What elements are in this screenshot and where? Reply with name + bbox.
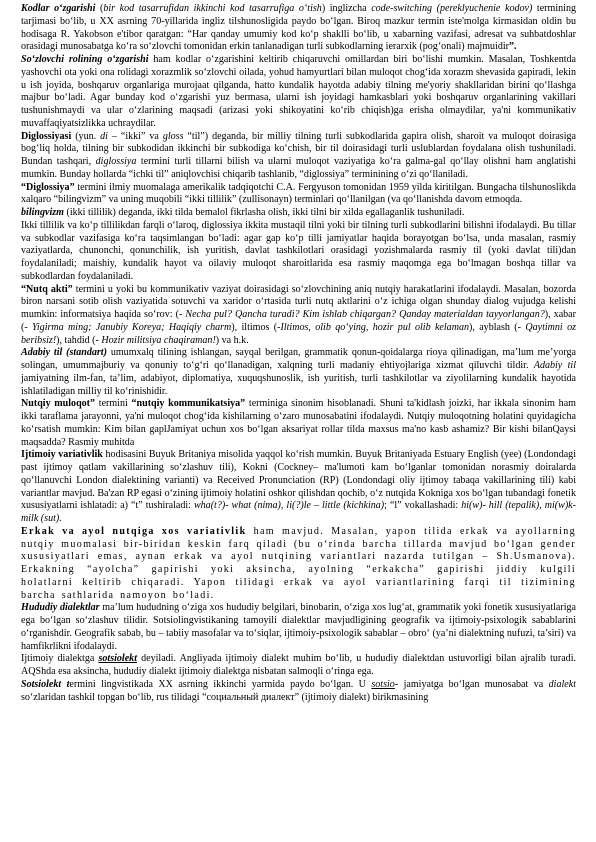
text-run: Ijtimoiy dialektga xyxy=(21,653,99,665)
paragraph-code-switching xyxy=(21,3,576,54)
paragraph-sociolect xyxy=(21,653,576,679)
text-run: hodisasini Buyuk Britaniya misolida yaqqol ko‘rish mumkin. Buyuk Britaniyada Estuary English (yee) (Londondagi past ijtimoy qatlam vakillarining so‘zlashuv tili), Kokni (Cockney– ma'lumoti kam bo‘lganlar tomonidan norasmiy doiralarda qo‘llanuvchi London dialektining varianti) va Received Pronunciation (RP) (Londondagi oliy ijtimoy tabaqa vakillarining tili) kabi variantlar mavjud. Ba'zan RP egasi o‘zining ijtimoiy holatini oshkor qilishdan qochib, o‘z nutqida Kokniga xos bo‘lgan tubandagi fonetik xususiyatlarni ishlatadi: a) “t” tushiraladi: xyxy=(21,449,576,512)
text-run: Diglossiyasi xyxy=(21,130,72,142)
text-run: ”. xyxy=(508,41,517,53)
text-run: so‘zlaridan tashkil topgan bo‘lib, rus tilidagi “социальный диалект” (ijtimoiy dialekt) birikmasining xyxy=(21,691,429,703)
text-run: code-switching (pereklyuchenie kodov) xyxy=(371,3,533,14)
text-run: sotsio xyxy=(371,678,395,690)
text-run: bilingvizm xyxy=(21,207,64,218)
text-run: ( xyxy=(95,3,104,14)
text-run: ham kodlar o‘zgarishini keltirib chiqaruvchi omillardan biri bo‘lishi mumkin. Masalan, Toshkentda yashovchi ota yoki ona rolidagi xorazmlik so‘zlovchi oilada, yohud hamyurtlari bilan muloqot chog‘ida xorazm shevasida gapiradi, lekin u ish joyida, boshqaruv organlariga murojaat qilganda, hatto kundalik hayotda adabiy tilning me'yoriy shakllaridan birini qo‘llashga majbur bo‘ladi. Agar bunday kod o‘zgarishi yuz bermasa, ularni ish joyidagi hamkasblari yoki boshqaruv organlarining vakillari tushunishmaydi va ular o‘zlarining maqsadi (arizasi yoki shikoyatini ko‘rib chiqish)ga erisha olmaydilar, ya'ni kommunikativ muvaffaqiyatsizlikka uchraydilar. xyxy=(21,54,576,129)
text-run: ), ayblash (- xyxy=(469,321,526,333)
text-run: Kodlar o‘zgarishi xyxy=(21,3,96,14)
text-run: Hududiy dialektlar xyxy=(21,602,100,614)
paragraph-bilingualism xyxy=(21,207,576,220)
paragraph-social-variation xyxy=(21,449,576,526)
text-run: jamiyatning ilm-fan, ta’lim, adabiyot, diplomatiya, xuquqshunoslik, ish yuritish, turli tashkilotlar va ziyolilarning kundalik hayotida ishlatiladigan milliy til ko‘rinishidir. xyxy=(21,372,576,397)
text-run: (ikki tillilik) deganda, ikki tilda bemalol fikrlasha olish, ikki tilni bir xilda egallaganlik tushuniladi. xyxy=(63,207,465,218)
paragraph-multilingual-distribution xyxy=(21,220,576,284)
text-run: Yigirma ming; Janubiy Koreya; Haqiqiy charm xyxy=(32,321,232,333)
text-run: ) inglizcha xyxy=(321,3,372,14)
text-run: di xyxy=(100,130,108,142)
text-run: termini u yoki bu kommunikativ vaziyat doirasidagi so‘zlovchining aniq nutqiy harakatlarini ifodalaydi. Masalan, bozorda biron narsani sotib olish vaziyatida sotuvchi va xaridor o‘rtasida turli nutq aktlarini o‘z ichiga olgan shunday dialog vujudga kelishi mumkin: informatsiya haqida so‘rov: (- xyxy=(21,283,576,320)
text-run: hi(w)- hill (tepalik), mi(w)k- milk (sut). xyxy=(21,500,576,524)
text-run: Nutqiy muloqot” xyxy=(21,398,96,410)
text-run: ; “l” vokallashadi: xyxy=(384,500,462,512)
paragraph-speech-act xyxy=(21,284,576,348)
paragraph-diglossia-history xyxy=(21,182,576,208)
paragraph-diglossia-definition xyxy=(21,131,576,182)
text-run: Hozir militsiya chaqiraman! xyxy=(101,334,216,346)
text-run: “nutqiy kommunikatsiya” xyxy=(131,398,246,410)
text-run: termini turli tillarni bilish va ularni muloqot vaziyatiga ko‘ra galma-gal qo‘llay olishni ham anglatishi mumkin. Bunday hollarda “ichki til” aniqlovchisi chiqarib tashlanib, “diglossiya” terminining o‘zi qo‘llaniladi. xyxy=(21,156,576,180)
paragraph-sociolect-term xyxy=(21,679,576,705)
text-run: Adabiy til xyxy=(533,360,576,371)
text-run: - jamiyatga bo‘lgan munosabat va xyxy=(394,678,549,690)
text-run: ) va h.k. xyxy=(215,334,249,346)
text-run: Adabiy til (standart) xyxy=(21,347,107,359)
text-run: ), tahdid (- xyxy=(56,334,102,346)
text-run: (yun. xyxy=(71,130,101,142)
text-run: termini ilmiy muomalaga amerikalik tadqiqotchi C.A. Fergyuson tomonidan 1959 yilda kiritilgan. Bungacha tilshunoslikda xalqaro “bilingvizm” va uning muqobili “ikki tillilik” (zullisonayn) terminlari qo‘llanilgan (va qo‘llanishda davom etmoqda. xyxy=(21,181,576,206)
text-run: umumxalq tilining ishlangan, sayqal berilgan, grammatik qonun-qoidalarga rioya qilinadigan, ma’lum me’yorga solingan, umummajburiy va qonuniy to‘g‘ri qo‘llanadigan, xalqning turli madaniy ehtiyojlariga xizmat qiluvchi tildir. xyxy=(21,347,576,371)
text-run: ma’lum hududning o‘ziga xos hududiy belgilari, binobarin, o‘ziga xos lug‘at, grammatik yoki fonetik xususiyatlariga ega bo‘lgan so‘zlashuv tilidir. Sotsiolingvistikaning tamoyili dialektlar mavjudligining geografik va ijtimoiy-psixologik sabablarini o‘rganishdir. Geografik sabab, bu – tabiiy masofalar va to‘siqlar, ijtimoiy-psixologik sabablar – obro‘ (ya’ni dialektning nufuzi, ta’siri) va hamfikrlikni ifodalaydi. xyxy=(21,602,576,652)
text-run: gloss xyxy=(162,130,184,142)
paragraph-speaker-role-change xyxy=(21,54,576,131)
text-run: – “ikki” va xyxy=(107,130,163,142)
text-run: -Iltimos, olib qo‘ying, hozir pul olib kelaman xyxy=(277,321,470,333)
text-run: sotsiolekt xyxy=(98,653,137,665)
text-run: deyiladi. Angliyada ijtimoiy dialekt muhim bo‘lib, u hududiy dialektdan ustuvorligi bilan ajralib turadi. AQShda esa aksincha, hududiy dialekt ijtimoiy dialektga nisbatan salmoqli o‘ringa ega. xyxy=(21,653,577,677)
text-run: Erkak va ayol nutqiga xos variativlik xyxy=(21,525,247,537)
text-run: So‘zlovchi rolining o‘zgarishi xyxy=(21,54,149,65)
paragraph-literary-language xyxy=(21,347,576,398)
text-run: ham mavjud. Masalan, yapon tilida erkak va ayollarning nutqiy muomalasi bir-biridan keskin farq qiladi (bu o‘rinda barcha tillarda mavjud bo‘lgan gender xususiyatlari emas, aynan erkak va ayol nutqining variantlari nazarda tutilgan – Sh.Usmanova). Erkakning “ayolcha” gapirishi yoki aksincha, ayolning “erkakcha” gapirishi jiddiy kulgili holatlarni keltirib chiqaradi. Yapon tilidagi erkak va ayol variantlarining farqi til tizimining barcha sathlarida namoyon bo‘ladi. xyxy=(21,525,576,601)
text-run: Sotsiolekt t xyxy=(21,678,70,690)
text-run: termini xyxy=(95,398,132,410)
text-run: ), iltimos ( xyxy=(231,321,278,333)
text-run: ermini lingvistikada XX asrning ikkinchi yarmida paydo bo‘lgan. U xyxy=(69,678,372,690)
text-run: “Nutq akti” xyxy=(21,283,73,295)
text-run: “Diglossiya” xyxy=(21,181,75,193)
text-run: diglossiya xyxy=(95,156,137,167)
text-run: Necha pul? Qancha turadi? Kim ishlab chiqargan? Qanday materialdan tayyorlangan? xyxy=(185,309,545,320)
text-run: Ijtimoiy variativlik xyxy=(21,449,103,461)
text-run: wha(t?)- what (nima), li(?)le – little (kichkina) xyxy=(193,500,385,512)
paragraph-gender-variation xyxy=(21,526,576,603)
text-run: ), xabar (- xyxy=(21,309,576,333)
paragraph-speech-communication xyxy=(21,398,576,449)
text-run: Qaytimni oz beribsiz! xyxy=(21,321,577,346)
text-run: bir kod tasarrufidan ikkinchi kod tasarrufiga o‘tish xyxy=(103,3,322,14)
text-run: dialekt xyxy=(548,678,576,690)
paragraph-regional-dialects xyxy=(21,602,576,653)
text-run: termining tarjimasi bo‘lib, u XX asrning 70-yillarida ingliz tilshunosligida paydo bo‘lgan. Biroq mazkur termin iste'molga kirmasidan oldin bu hodisaga R. Yakobson e'tibor qaratgan: “Har qanday umumiy kod ko‘p shaklli bo‘lib, u xabarning vazifasi, adresat va suhbatdoshlar orasidagi munosabatga ko‘ra so‘zlovchi tomonidan erkin tanlanadigan turli subkodlarning ierarxik (pog‘onali) majmuidir xyxy=(21,3,576,53)
text-run: Ikki tillilik va ko‘p tillilikdan farqli o‘laroq, diglossiya ikkita mustaqil tilni yoki bir tilning turli subkodlarini bilishni ifodalaydi. Bu tillar va subkodlar vazifasiga ko‘ra taqsimlangan bo‘ladi: agar gap ko‘p tilli jamiyatlar haqida borayotgan bo‘lsa, unda masalan, rasmiy vaziyatlarda, chunonchi, qonunchilik, ish yuritish, davlat tashkilotlari orasidagi yozishmalarda rasmiy til (yoki davlat tili)dan foydalaniladi; maishiy, kundalik hayot va oilaviy muloqot sharoitlarida esa rasmiy maqomga ega bo‘lmagan boshqa tillar va subkodlardan foydalaniladi. xyxy=(21,219,576,282)
text-run: terminiga sinonim hisoblanadi. Shuni ta'kidlash joizki, har ikkala sinonim ham ikki taraflama jarayonni, ya'ni muloqot chog‘ida kishilarning o‘zaro munosabatini ifodalaydi. Nutqiy muloqotning holatini quyidagicha ko‘rsatish mumkin: Kim bilan gaplJamiyat uchun xos bo‘lgan aksariyat rollar tilda maxsus ma'no kasb ashamiz? Bir kishi bilanQaysi maqsadda? Rasmiy muhitda xyxy=(21,398,576,448)
text-run: “til”) deganda, bir milliy tilning turli subkodlarida gapira olish, sharoit va muloqot doirasiga bog‘liq holda, tilning bir subkodidan ikkinchi bir subkodiga ko‘chish, bir til doirasidagi turli uslublardan foydalana olish tushuniladi. Bundan tashqari, xyxy=(21,130,576,167)
